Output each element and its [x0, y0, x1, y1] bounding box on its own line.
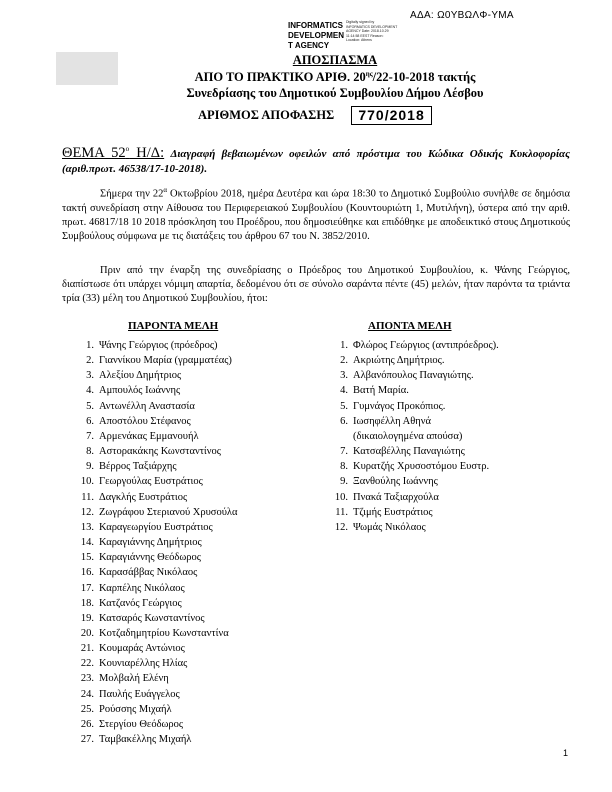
member-name: Αρμενάκας Εμμανουήλ — [99, 430, 199, 442]
member-item — [76, 581, 238, 596]
member-item — [76, 368, 238, 383]
member-number: 24. — [80, 688, 94, 700]
member-item — [330, 353, 499, 368]
member-number: 2. — [86, 355, 94, 367]
member-item — [330, 368, 499, 383]
member-name: Παυλής Ευάγγελος — [99, 688, 180, 700]
member-name: Αλβανόπουλος Παναγιώτης. — [353, 370, 474, 382]
member-name: Στεργίου Θεόδωρος — [99, 718, 184, 730]
minutes-suffix: /22-10-2018 τακτής — [372, 70, 476, 85]
member-name: Βατή Μαρία. — [353, 385, 409, 397]
member-name: Δαγκλής Ευστράτιος — [99, 491, 188, 503]
member-item — [76, 338, 238, 353]
member-number: 11. — [81, 491, 94, 503]
member-item — [330, 414, 499, 429]
member-number: 10. — [80, 476, 94, 488]
member-name: Κουνιαρέλλης Ηλίας — [99, 658, 188, 670]
member-number: 12. — [334, 521, 348, 533]
member-item — [76, 702, 238, 717]
member-number: 7. — [340, 446, 348, 458]
session-paragraph — [62, 183, 570, 244]
member-number: 25. — [80, 703, 94, 715]
member-name: Ρούσσης Μιχαήλ — [99, 703, 172, 715]
logo-line-3: T AGENCY — [288, 41, 330, 50]
member-number: 8. — [340, 461, 348, 473]
topic-heading — [62, 142, 570, 177]
member-item — [76, 399, 238, 414]
member-number: 4. — [86, 385, 94, 397]
p1-start: Σήμερα την 22 — [100, 188, 164, 200]
present-members-title: ΠΑΡΟΝΤΑ ΜΕΛΗ — [128, 320, 219, 332]
p1-rest: Οκτωβρίου 2018, ημέρα Δευτέρα και ώρα 18:30 το Δημοτικό Συμβούλιο συνήλθε σε δημόσια τακτή συνεδρίαση στην Αίθουσα του Περιφερειακού Συμβουλίου (Κουντουριώτη 1, Μυτιλήνη), ύστερα από την αριθ. πρωτ. 46817/18 10 2018 πρόσκληση του Προέδρου, που δημοσιεύθηκε και επιδόθηκε με αποδεικτικό στους Δημοτικούς Συμβούλους σύμφωνα με τις διατάξεις του άρθρου 67 του Ν. 3852/2010. — [62, 188, 571, 242]
session-line: Συνεδρίασης του Δημοτικού Συμβουλίου Δήμου Λέσβου — [186, 86, 484, 100]
member-item — [76, 414, 238, 429]
page-number: 1 — [563, 748, 569, 758]
member-number: 19. — [80, 612, 94, 624]
member-item — [330, 490, 499, 505]
member-item — [76, 611, 238, 626]
member-item — [76, 687, 238, 702]
member-item — [330, 399, 499, 414]
member-item — [76, 656, 238, 671]
absent-members-title: ΑΠΟΝΤΑ ΜΕΛΗ — [368, 320, 452, 332]
member-item — [330, 505, 499, 520]
member-number: 21. — [80, 643, 94, 655]
member-name: Ζωγράφου Στεριανού Χρυσούλα — [99, 506, 238, 518]
member-number: 13. — [80, 521, 94, 533]
member-name: Κατζανός Γεώργιος — [99, 597, 182, 609]
member-number: 27. — [80, 734, 94, 746]
member-name: Αλεξίου Δημήτριος — [99, 370, 182, 382]
member-name: Γεωργούλας Ευστράτιος — [99, 476, 203, 488]
member-name: Ψωμάς Νικόλαος — [353, 521, 426, 533]
member-name: Ξανθούλης Ιωάννης — [353, 476, 438, 488]
member-name: Κατσαρός Κωνσταντίνος — [99, 612, 205, 624]
member-item — [330, 338, 499, 353]
decision-label: ΑΡΙΘΜΟΣ ΑΠΟΦΑΣΗΣ — [198, 108, 335, 122]
member-name: Γιαννίκου Μαρία (γραμματέας) — [99, 355, 232, 367]
member-number: 6. — [340, 415, 348, 427]
member-item — [76, 596, 238, 611]
member-number: 5. — [340, 400, 348, 412]
member-number: 18. — [80, 597, 94, 609]
member-name: Ταμβακέλλης Μιχαήλ — [99, 734, 192, 746]
member-item — [76, 732, 238, 747]
member-name: Αστορακάκης Κωνσταντίνος — [99, 446, 221, 458]
member-name: Κυρατζής Χρυσοστόμου Ευστρ. — [353, 461, 490, 473]
member-name: Πνακά Ταξιαρχούλα — [353, 491, 439, 503]
member-number: 1. — [340, 340, 348, 351]
member-name: Κουμαράς Αντώνιος — [99, 643, 185, 655]
member-number: 3. — [340, 370, 348, 382]
minutes-reference — [130, 70, 540, 85]
topic-number-suffix: Η/Δ: — [129, 144, 165, 161]
member-item — [76, 641, 238, 656]
member-number: 22. — [80, 658, 94, 670]
logo-line-1: INFORMATICS — [288, 21, 343, 30]
p1-sup: α — [163, 186, 167, 194]
ada-code: ΑΔΑ: Ω0ΥΒΩΛΦ-ΥΜΑ — [410, 10, 514, 21]
member-item — [76, 505, 238, 520]
member-item — [76, 429, 238, 444]
member-item — [76, 626, 238, 641]
member-item — [76, 490, 238, 505]
member-number: 7. — [86, 430, 94, 442]
member-item — [330, 459, 499, 474]
topic-number — [62, 145, 164, 161]
member-name: Τζιμής Ευστράτιος — [353, 506, 433, 518]
logo-line-2: DEVELOPMEN — [288, 31, 345, 40]
topic-description: Διαγραφή βεβαιωμένων οφειλών από πρόστιμα του Κώδικα Οδικής Κυκλοφορίας (αριθ.πρωτ. 46538/17-10-2018). — [62, 147, 571, 175]
member-number: 23. — [80, 673, 94, 685]
decision-number: 770/2018 — [351, 106, 431, 125]
member-name: Αμπουλός Ιωάννης — [99, 385, 181, 397]
member-name: Ψάνης Γεώργιος (πρόεδρος) — [99, 340, 218, 351]
member-number: 17. — [80, 582, 94, 594]
member-item — [76, 459, 238, 474]
member-number: 15. — [80, 552, 94, 564]
member-item — [330, 520, 499, 535]
present-members-list — [76, 338, 238, 747]
topic-number-prefix: ΘΕΜΑ 52 — [62, 144, 126, 161]
member-item — [330, 444, 499, 459]
member-name: Φλώρος Γεώργιος (αντιπρόεδρος). — [353, 340, 499, 351]
decision-number-row — [198, 106, 432, 125]
minutes-prefix: ΑΠΟ ΤΟ ΠΡΑΚΤΙΚΟ ΑΡΙΘ. 20 — [194, 70, 366, 85]
member-number: 6. — [86, 415, 94, 427]
member-item — [76, 565, 238, 580]
member-name: Ακριώτης Δημήτριος. — [353, 355, 445, 367]
member-name: Βέρρος Ταξιάρχης — [99, 461, 177, 473]
member-item — [76, 383, 238, 398]
member-number: 4. — [340, 385, 348, 397]
minutes-superscript: ης — [365, 70, 373, 78]
member-number: 14. — [80, 537, 94, 549]
member-name: Κοτζαδημητρίου Κωνσταντίνα — [99, 627, 229, 639]
member-name: Γυμνάγος Προκόπιος. — [353, 400, 446, 412]
member-number: 5. — [86, 400, 94, 412]
member-number: 11. — [335, 506, 348, 518]
member-number: 9. — [340, 476, 348, 488]
member-item — [76, 717, 238, 732]
quorum-paragraph: Πριν από την έναρξη της συνεδρίασης ο Πρόεδρος του Δημοτικού Συμβουλίου, κ. Ψάνης Γεώργιος, διαπίστωσε ότι υπάρχει νόμιμη απαρτία, δεδομένου ότι σε σύνολο σαράντα πέντε (45) μελών, ήταν παρόντα τα τριάντα τρία (33) μέλη του Δημοτικού Συμβουλίου, ήτοι: — [62, 265, 570, 304]
member-name: Κατσαβέλλης Παναγιώτης — [353, 446, 465, 458]
member-number: 8. — [86, 446, 94, 458]
topic-number-sup: ο — [125, 145, 130, 153]
member-item — [330, 474, 499, 489]
member-name: Αντωνέλλη Αναστασία — [99, 400, 195, 412]
member-name: Καραγεωργίου Ευστράτιος — [99, 521, 213, 533]
member-item — [76, 535, 238, 550]
member-name: Μολβαλή Ελένη — [99, 673, 169, 685]
digital-signature-details: Digitally signed by INFORMATICS DEVELOPMENT AGENCY Date: 2018.10.29 11:14:58 EEST Reason: Location: Athens — [346, 20, 398, 42]
member-item — [76, 550, 238, 565]
member-number: 20. — [80, 627, 94, 639]
member-number: 9. — [86, 461, 94, 473]
member-number: 12. — [80, 506, 94, 518]
member-number: 16. — [80, 567, 94, 579]
municipality-emblem-placeholder — [56, 52, 118, 85]
member-item — [76, 520, 238, 535]
member-item — [330, 429, 499, 444]
member-number: 2. — [340, 355, 348, 367]
member-item — [76, 474, 238, 489]
member-name: Καρασάββας Νικόλαος — [99, 567, 198, 579]
member-item — [76, 671, 238, 686]
member-name: Ιωσηφέλλη Αθηνά — [353, 415, 432, 427]
absent-members-list — [330, 338, 499, 535]
signature-logo — [288, 21, 344, 51]
member-number: 10. — [334, 491, 348, 503]
member-item — [76, 353, 238, 368]
member-number: 3. — [86, 370, 94, 382]
member-number: 26. — [80, 718, 94, 730]
member-item — [330, 383, 499, 398]
member-name: (δικαιολογημένα απούσα) — [353, 430, 463, 442]
member-name: Καραγιάννης Θεόδωρος — [99, 552, 201, 564]
member-name: Καρπέλης Νικόλαος — [99, 582, 185, 594]
member-number: 1. — [86, 340, 94, 351]
member-item — [76, 444, 238, 459]
member-name: Καραγιάννης Δημήτριος — [99, 537, 202, 549]
member-name: Αποστόλου Στέφανος — [99, 415, 191, 427]
document-title: ΑΠΟΣΠΑΣΜΑ — [292, 53, 378, 67]
